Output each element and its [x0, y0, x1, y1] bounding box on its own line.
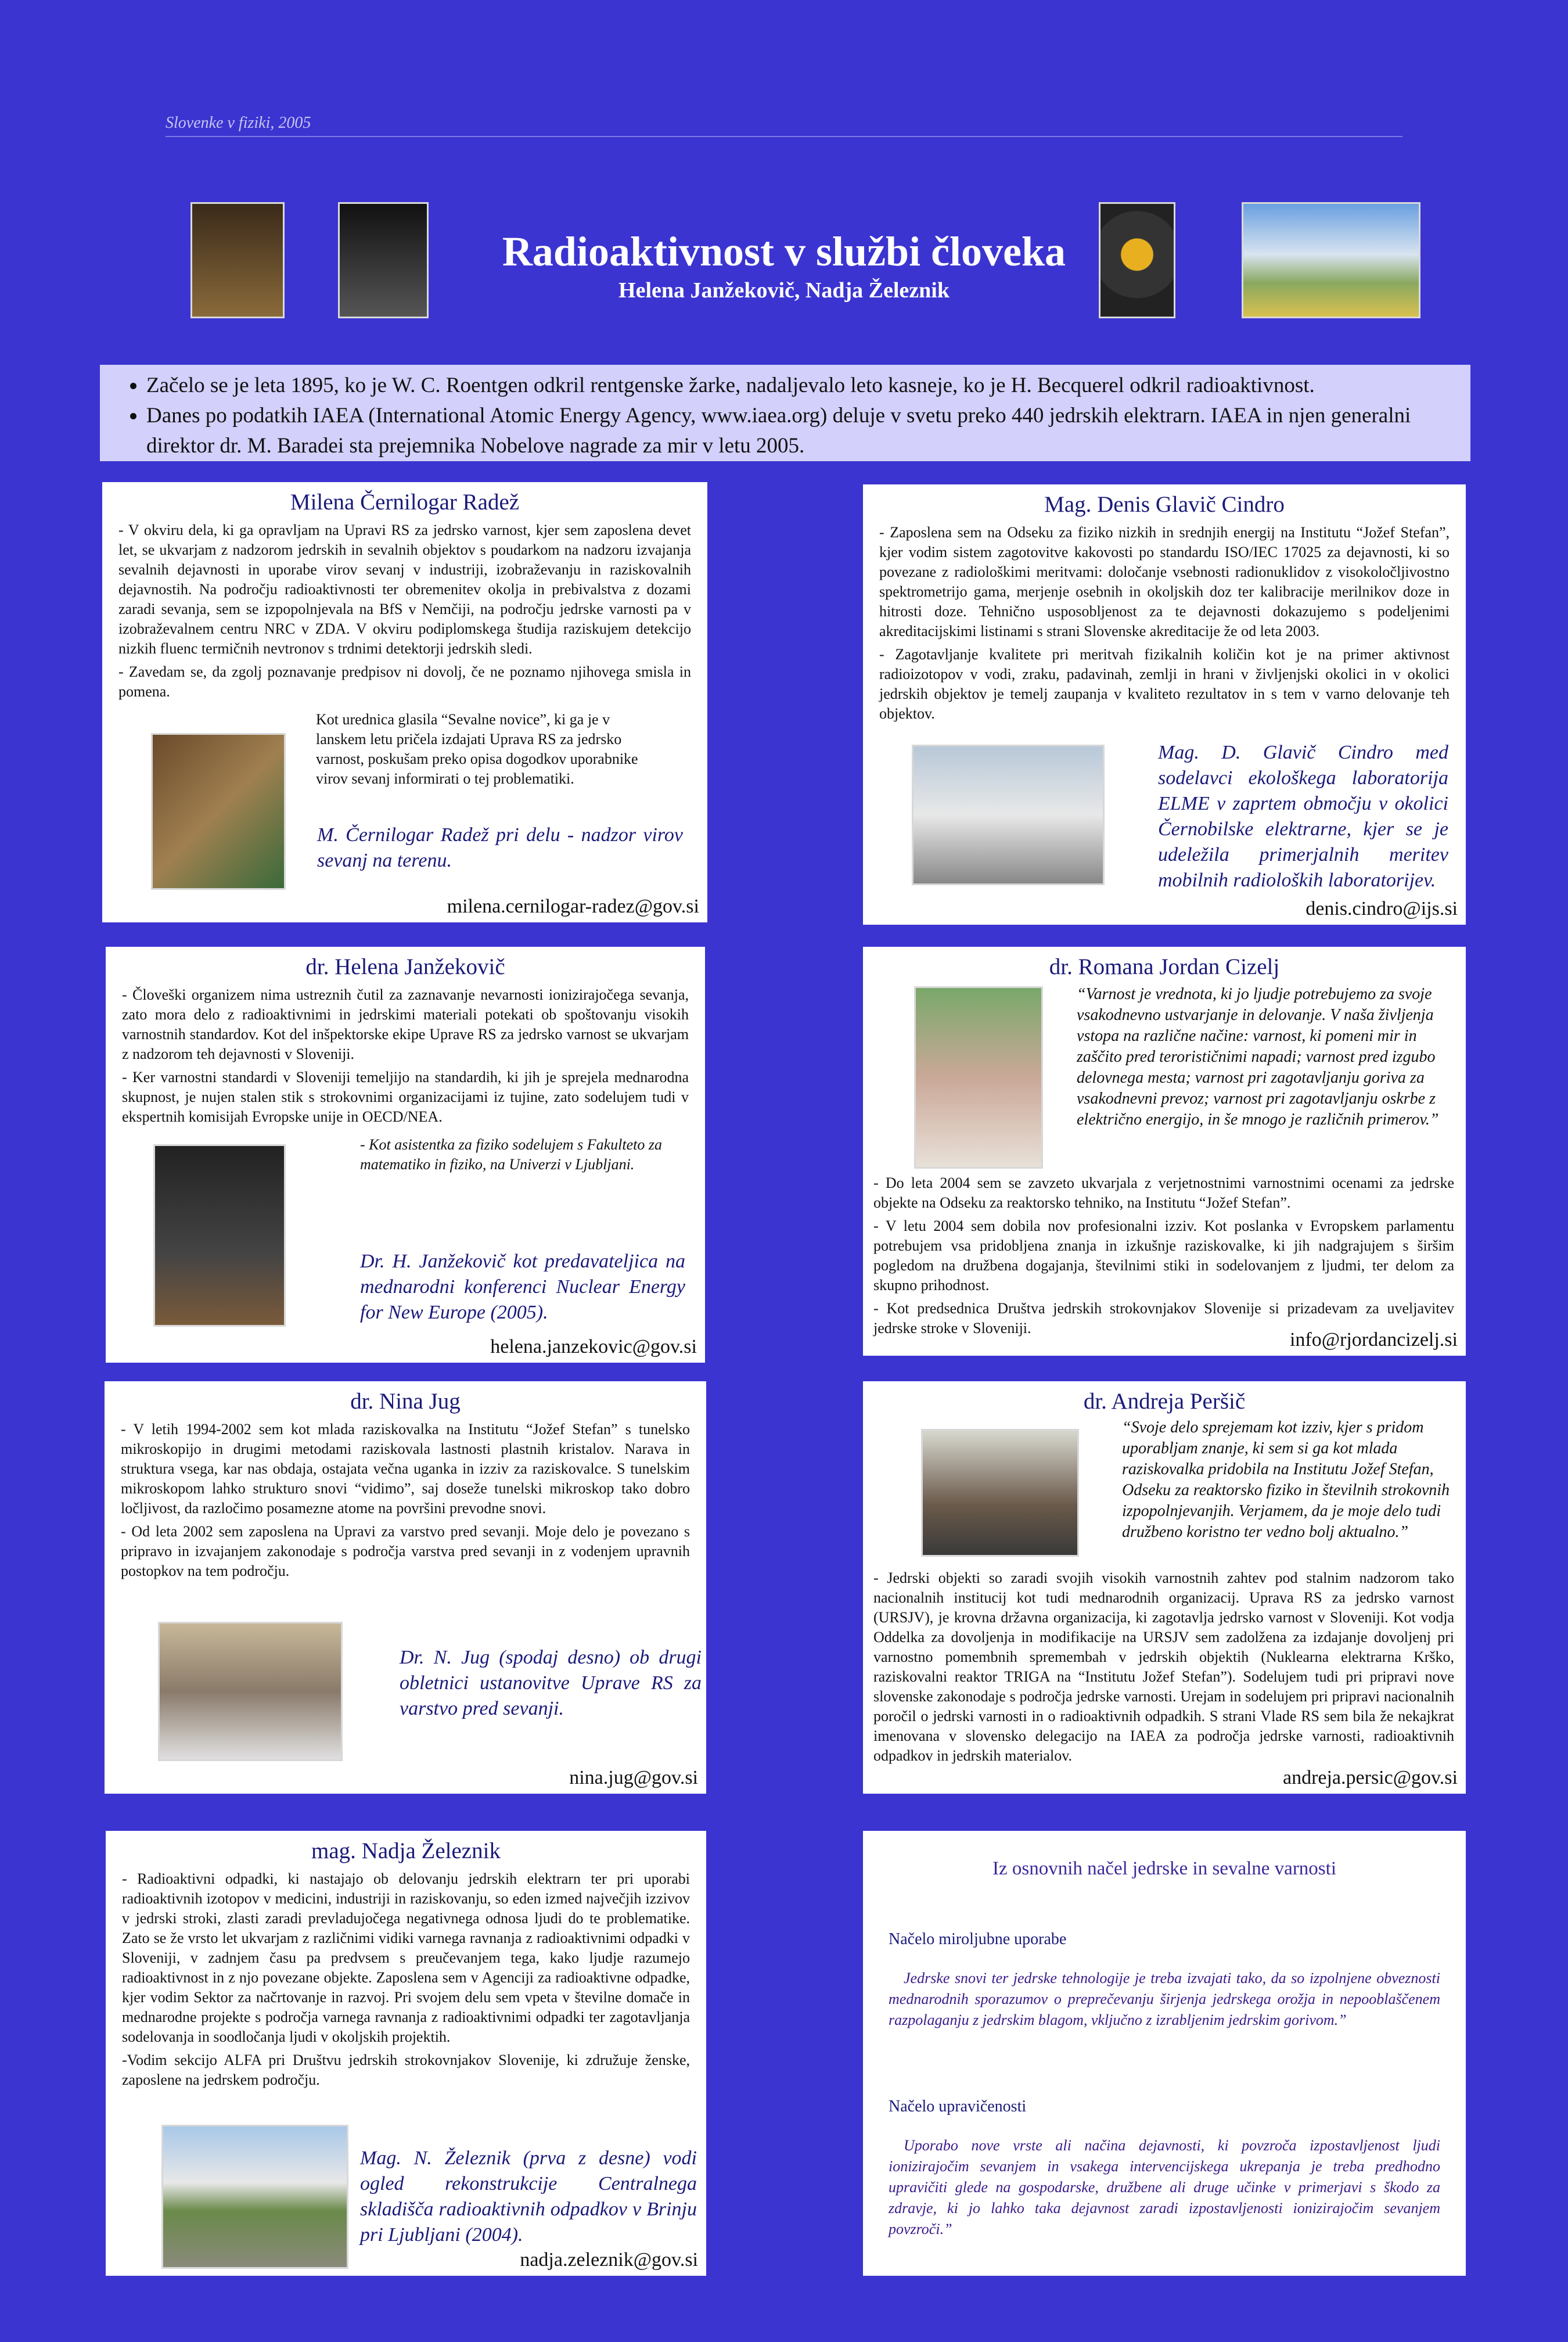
panel-text: - Ker varnostni standardi v Sloveniji temeljijo na standardih, ki jih je sprejela mednarodna skupnost, je nujen stalen stik s strokovnimi organizacijami iz tujine, zato sodelujem tudi v ekspertnih komisijah Evropske unije in OECD/NEA. — [122, 1069, 689, 1125]
panel-text: Kot urednica glasila “Sevalne novice”, ki ga je v lanskem letu pričela izdajati Uprava RS za jedrsko varnost, poskušam preko opisa dogodkov uporabnike virov sevanj informirati o tej problematiki. — [316, 711, 638, 787]
panel-zeleznik — [106, 1831, 706, 2276]
panel-text: - Radioaktivni odpadki, ki nastajajo ob delovanju jedrskih elektrarn ter pri uporabi radioaktivnih izotopov v medicini, industriji in raziskovanju, so eden izmed največjih izzivov v jedrski stroki, zlasti zaradi prevladujočega negativnega odnosa ljudi do te problematike. Zato se že vrsto let ukvarjam z različnimi vidiki varnega ravnanja z radioaktivnimi odpadki v Sloveniji, v zadnjem času pa predvsem s preučevanjem tega, kako ljudje razumejo radioaktivnost in z njo povezane objekte. Zaposlena sem v Agenciji za radioaktivne odpadke, kjer vodim Sektor za načrtovanje in razvoj. Pri svojem delu sem vpeta v številne domače in mednarodne projekte s področja varnega ravnanja z radioaktivnimi odpadki ter zagotavljanja sodelovanja in soodločanja ljudi v okoljskih projektih. — [122, 1870, 690, 2045]
quote-text: “Svoje delo sprejemam kot izziv, kjer s pridom uporabljam znanje, ki sem si ga kot mlada raziskovalka pridobila na Institutu Jožef Stefan, Odseku za reaktorsko fiziko in številnih strokovnih izpopolnjevanjih. Verjamem, da je moje delo tudi družbeno koristno ter vedno bolj aktualno.” — [1122, 1418, 1450, 1541]
panel-jug — [105, 1381, 706, 1794]
email-link[interactable]: milena.cernilogar-radez@gov.si — [447, 896, 699, 917]
panel-text: - Od leta 2002 sem zaposlena na Upravi za varstvo pred sevanji. Moje delo je povezano s pripravo in izvajanjem zakonodaje s področja varstva pred sevanji in z vodenjem upravnih postopkov na tem področju. — [121, 1523, 690, 1579]
principle-heading: Načelo upravičenosti — [889, 2097, 1027, 2115]
panel-title: dr. Helena Janžekovič — [305, 954, 505, 979]
panel-title: Mag. Denis Glavič Cindro — [1044, 492, 1285, 517]
poster-authors: Helena Janžekovič, Nadja Železnik — [618, 278, 950, 303]
panel-text: - V letu 2004 sem dobila nov profesionalni izziv. Kot poslanka v Evropskem parlamentu potrebujem vsa pridobljena znanja in izkušnje raziskovalke, ki jih nadgrajujem s širšim pogledom na družbena dogajanja, številnimi stiki in sodelovanjem z ljudmi, ter delom za skupno prihodnost. — [873, 1217, 1454, 1294]
photo-portrait-persic — [921, 1429, 1079, 1557]
photo-caption: Dr. H. Janžekovič kot predavateljica na mednarodni konferenci Nuclear Energy for New Europe (2005). — [360, 1251, 685, 1323]
email-link[interactable]: helena.janzekovic@gov.si — [490, 1336, 697, 1357]
panel-text: - Zavedam se, da zgolj poznavanje predpisov ni dovolj, če ne poznamo njihovega smisla in pomena. — [118, 663, 691, 700]
intro-bullet: • Začelo se je leta 1895, ko je W. C. Roentgen odkril rentgenske žarke, nadaljevalo leto kasneje, ko je H. Becquerel odkril radioaktivnost. — [146, 371, 1447, 401]
photo-caption: M. Černilogar Radež pri delu - nadzor virov sevanj na terenu. — [317, 824, 683, 871]
principle-text: Uporabo nove vrste ali načina dejavnosti, ki povzroča izpostavljenost ljudi ionizirajočim sevanjem in vsakega intervencijskega ukrepanja je treba predhodno upravičiti glede na gospodarske, družbene ali druge učinke v primerjavi s škodo za zdravje, ki jo lahko taka dejavnost zaradi izpostavljenosti ionizirajočim sevanjem povzroči.” — [889, 2137, 1440, 2237]
poster-title: Radioaktivnost v službi človeka — [502, 228, 1066, 275]
photo-field-work — [151, 733, 286, 890]
photo-caption: Dr. N. Jug (spodaj desno) ob drugi obletnici ustanovitve Uprave RS za varstvo pred sevanji. — [400, 1647, 702, 1719]
principles-title: Iz osnovnih načel jedrske in sevalne varnosti — [992, 1858, 1336, 1879]
panel-text: - V okviru dela, ki ga opravljam na Upravi RS za jedrsko varnost, kjer sem zaposlena devet let, se ukvarjam z nadzorom jedrskih in sevalnih objektov s poudarkom na nadzoru izvajanja sevalnih dejavnosti in uporabe virov sevanj v industriji, izobraževanju in raziskovalnih dejavnostih. Na področju radioaktivnosti ter obremenitev okolja in prebivalstva z dozami zaradi sevanja, sem se izpopolnjevala na BfS v Nemčiji, na področju jedrske varnosti pa v izobraževalnem centru NRC v ZDA. V okviru podiplomskega študija raziskujem detekcijo nizkih fluenc termičnih nevtronov s trdnimi detektorji jedrskih sledi. — [118, 522, 691, 657]
photo-curie-lab — [190, 202, 285, 318]
photo-group-anniversary — [158, 1622, 343, 1761]
intro-box — [100, 365, 1470, 461]
poster-tagline: Slovenke v fiziki, 2005 — [166, 114, 311, 132]
panel-text: - Zaposlena sem na Odseku za fiziko nizkih in srednjih energij na Institutu “Jožef Stefan”, kjer vodim sistem zagotovitve kakovosti po standardu ISO/IEC 17025 za dejavnosti, ki so povezane z radiološkimi meritvami: določanje vsebnosti radionuklidov z visokoločljivostno spektrometrijo gama, merjenje osebnih in okoljskih doz ter kalibracije merilnikov doze in hitrosti doze. Tehnično usposobljenost za te dejavnosti dokazujemo s podeljenimi akreditacijskimi listinami s strani Slovenske akreditacije že od leta 2003. — [879, 524, 1450, 640]
email-link[interactable]: denis.cindro@ijs.si — [1306, 898, 1458, 919]
photo-lecture — [153, 1144, 286, 1327]
quote-text: “Varnost je vrednota, ki jo ljudje potrebujemo za svoje vsakodnevno ustvarjanje in delovanje. V naša življenja vstopa na različne načine: varnost, ki pomeni mir in zaščito pred terorističnimi napadi; varnost pred izgubo delovnega mesta; varnost pri zagotavljanju goriva za vsakodnevni prevoz; varnost pri zagotavljanju oskrbe z električno energijo, in še mnogo je različnih primerov.” — [1077, 985, 1439, 1129]
panel-janzekovic — [106, 947, 705, 1363]
panel-text: - Človeški organizem nima ustreznih čutil za zaznavanje nevarnosti ionizirajočega sevanja, zato mora delo z radioaktivnimi in jedrskimi materiali potekati ob spoštovanju visokih varnostnih standardov. Kot del inšpektorske ekipe Uprave RS za jedrsko varnost se ukvarjam z nadzorom teh dejavnosti v Sloveniji. — [122, 986, 689, 1062]
panel-jordan — [863, 947, 1466, 1356]
panel-principles — [863, 1831, 1466, 2276]
panel-persic — [863, 1381, 1466, 1794]
panel-text: - Kot predsednica Društva jedrskih strokovnjakov Slovenije si prizadevam za uveljavitev jedrske stroke v Sloveniji. — [873, 1300, 1454, 1337]
photo-portrait-jordan — [914, 986, 1043, 1169]
principle-text: Jedrske snovi ter jedrske tehnologije je treba izvajati tako, da so izpolnjene obveznosti mednarodnih sporazumov o preprečevanju širjenja jedrskega orožja in nepooblaščenem razpolaganju z jedrskim blagom, vključno z izrabljenim jedrskim gorivom.” — [889, 1970, 1440, 2028]
panel-title: dr. Romana Jordan Cizelj — [1049, 954, 1280, 979]
panel-title: dr. Nina Jug — [350, 1389, 461, 1414]
email-link[interactable]: andreja.persic@gov.si — [1282, 1767, 1458, 1788]
panel-title: dr. Andreja Peršič — [1083, 1389, 1246, 1414]
panel-body — [873, 1568, 1454, 1769]
panel-body — [873, 1173, 1454, 1342]
panel-text: -Vodim sekcijo ALFA pri Društvu jedrskih strokovnjakov Slovenije, ki združuje ženske, zaposlene na jedrskem področju. — [122, 2052, 690, 2088]
panel-text: - Do leta 2004 sem se zavzeto ukvarjala z verjetnostnimi varnostnimi ocenami za jedrske objekte na Odseku za reaktorsko tehniko, na Institutu “Jožef Stefan”. — [873, 1174, 1454, 1211]
panel-glavic — [863, 484, 1466, 925]
header-divider — [166, 136, 1402, 137]
panel-title: Milena Černilogar Radež — [290, 490, 520, 515]
panel-cernilogar — [102, 482, 707, 922]
email-link[interactable]: nina.jug@gov.si — [569, 1767, 698, 1788]
photo-caption: Mag. N. Železnik (prva z desne) vodi ogled rekonstrukcije Centralnega skladišča radioaktivnih odpadkov v Brinju pri Ljubljani (2004). — [360, 2147, 697, 2246]
principle-heading: Načelo miroljubne uporabe — [889, 1930, 1067, 1948]
photo-caption: Mag. D. Glavič Cindro med sodelavci ekološkega laboratorija ELME v zaprtem območju v okolici Černobilske elektrarne, kjer se je udeležila primerjalnih meritev mobilnih radioloških laboratorijev. — [1158, 742, 1448, 891]
panel-text: - V letih 1994-2002 sem kot mlada raziskovalka na Institutu “Jožef Stefan” s tunelsko mikroskopijo in drugimi metodami raziskovala lastnosti plastnih kristalov. Narava in struktura vsega, kar nas obdaja, ostajata večna uganka in izziv za raziskovalce. S tunelskim mikroskopom lahko strukturo snovi “vidimo”, saj doseže tunelski mikroskop tako dobro ločljivost, da razločimo posamezne atome na površini prevodne snovi. — [121, 1421, 690, 1517]
photo-site-visit — [161, 2125, 348, 2269]
photo-nuclear-plant — [1242, 202, 1420, 318]
email-link[interactable]: info@rjordancizelj.si — [1289, 1329, 1458, 1350]
panel-title: mag. Nadja Železnik — [311, 1838, 501, 1863]
panel-text: - Zagotavljanje kvalitete pri meritvah fizikalnih količin kot je na primer aktivnost radioizotopov v vodi, zraku, padavinah, zemlji in hrani v življenjski okolici in v okolici jedrskih objektov je temelj zaupanja v kvaliteto rezultatov in s tem v varno delovanje teh objektov. — [879, 646, 1450, 722]
panel-text: - Kot asistentka za fiziko sodelujem s Fakulteto za matematiko in fiziko, na Univerzi v Ljubljani. — [360, 1136, 662, 1173]
panel-text: - Jedrski objekti so zaradi svojih visokih varnostnih zahtev pod stalnim nadzorom tako nacionalnih institucij kot tudi mednarodnih organizacij. Uprava RS za jedrsko varnost (URSJV), je krovna državna organizacija, ki zagotavlja jedrsko varnost v Sloveniji. Kot vodja Oddelka za dovoljenja in modifikacije na URSJV sem zadolžena za izdajanje dovoljenj pri varnostno pomembnih spremembah v jedrskih objektih (Nuklearna elektrarna Krško, raziskovalni reaktor TRIGA na “Institutu Jožef Stefan”). Sodelujem tudi pri pripravi nove slovenske zakonodaje s področja jedrske varnosti. Urejam in sodelujem pri pripravi nacionalnih poročil o jedrski varnosti in o radioaktivnih odpadkih. S strani Vlade RS sem bila že nekajkrat imenovana v slovensko delegacijo na IAEA za področja jedrske varnosti, radioaktivnih odpadkov in jedrskih materialov. — [873, 1569, 1454, 1764]
photo-lab-team — [912, 745, 1105, 885]
email-link[interactable]: nadja.zeleznik@gov.si — [520, 2249, 698, 2271]
intro-bullet: • Danes po podatkih IAEA (International Atomic Energy Agency, www.iaea.org) deluje v svetu preko 440 jedrskih elektrarn. IAEA in njen generalni direktor dr. M. Baradei sta prejemnika Nobelove nagrade za mir v letu 2005. — [146, 401, 1447, 461]
